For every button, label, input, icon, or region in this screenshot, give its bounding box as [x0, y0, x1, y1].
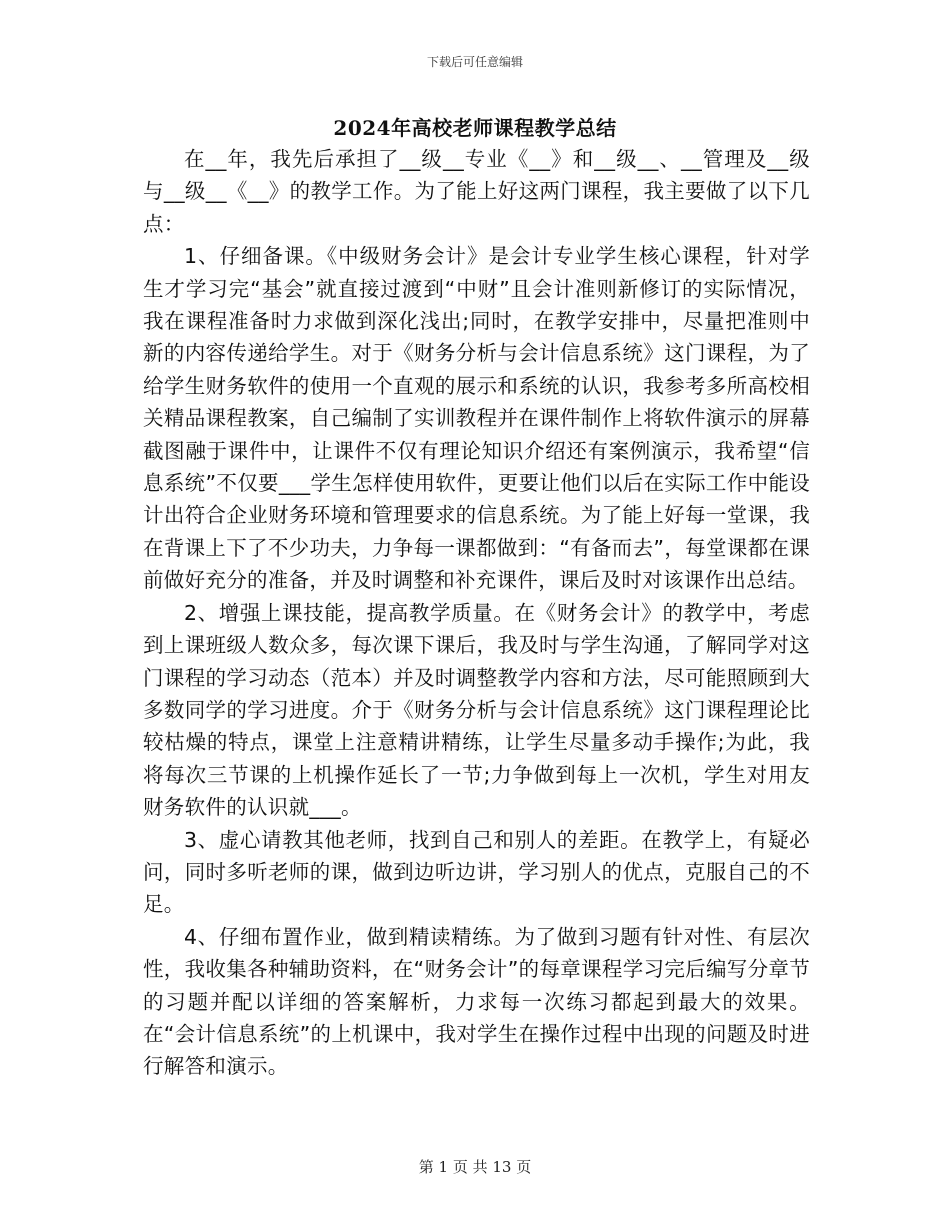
header-note: 下载后可任意编辑	[426, 55, 523, 69]
document-body	[143, 143, 810, 1083]
paragraph-item-2: 2、增强上课技能，提高教学质量。在《财务会计》的教学中，考虑到上课班级人数众多，每次课下课后，我及时与学生沟通，了解同学对这门课程的学习动态（范本）并及时调整教学内容和方法，尽可能照顾到大多数同学的学习进度。介于《财务分析与会计信息系统》这门课程理论比较枯燥的特点，课堂上注意精讲精练，让学生尽量多动手操作;为此，我将每次三节课的上机操作延长了一节;力争做到每上一次机，学生对用友财务软件的认识就___。	[143, 600, 810, 820]
document-title: 2024年高校老师课程教学总结	[333, 116, 617, 140]
paragraph-item-4: 4、仔细布置作业，做到精读精练。为了做到习题有针对性、有层次性，我收集各种辅助资料，在“财务会计”的每章课程学习完后编写分章节的习题并配以详细的答案解析，力求每一次练习都起到最大的效果。在“会计信息系统”的上机课中，我对学生在操作过程中出现的问题及时进行解答和演示。	[143, 924, 810, 1079]
paragraph-item-3: 3、虚心请教其他老师，找到自己和别人的差距。在教学上，有疑必问，同时多听老师的课，做到边听边讲，学习别人的优点，克服自己的不足。	[143, 827, 810, 917]
page-number-footer: 第 1 页 共 13 页	[418, 1158, 532, 1176]
paragraph-intro: 在__年，我先后承担了__级__专业《__》和__级__、__管理及__级与__级__《__》的教学工作。为了能上好这两门课程，我主要做了以下几点：	[143, 147, 810, 236]
paragraph-item-1: 1、仔细备课。《中级财务会计》是会计专业学生核心课程，针对学生才学习完“基会”就直接过渡到“中财”且会计准则新修订的实际情况，我在课程准备时力求做到深化浅出;同时，在教学安排中，尽量把准则中新的内容传递给学生。对于《财务分析与会计信息系统》这门课程，为了给学生财务软件的使用一个直观的展示和系统的认识，我参考多所高校相关精品课程教案，自己编制了实训教程并在课件制作上将软件演示的屏幕截图融于课件中，让课件不仅有理论知识介绍还有案例演示，我希望“信息系统”不仅要___学生怎样使用软件，更要让他们以后在实际工作中能设计出符合企业财务环境和管理要求的信息系统。为了能上好每一堂课，我在背课上下了不少功夫，力争每一课都做到：“有备而去”，每堂课都在课前做好充分的准备，并及时调整和补充课件，课后及时对该课作出总结。	[143, 244, 810, 593]
